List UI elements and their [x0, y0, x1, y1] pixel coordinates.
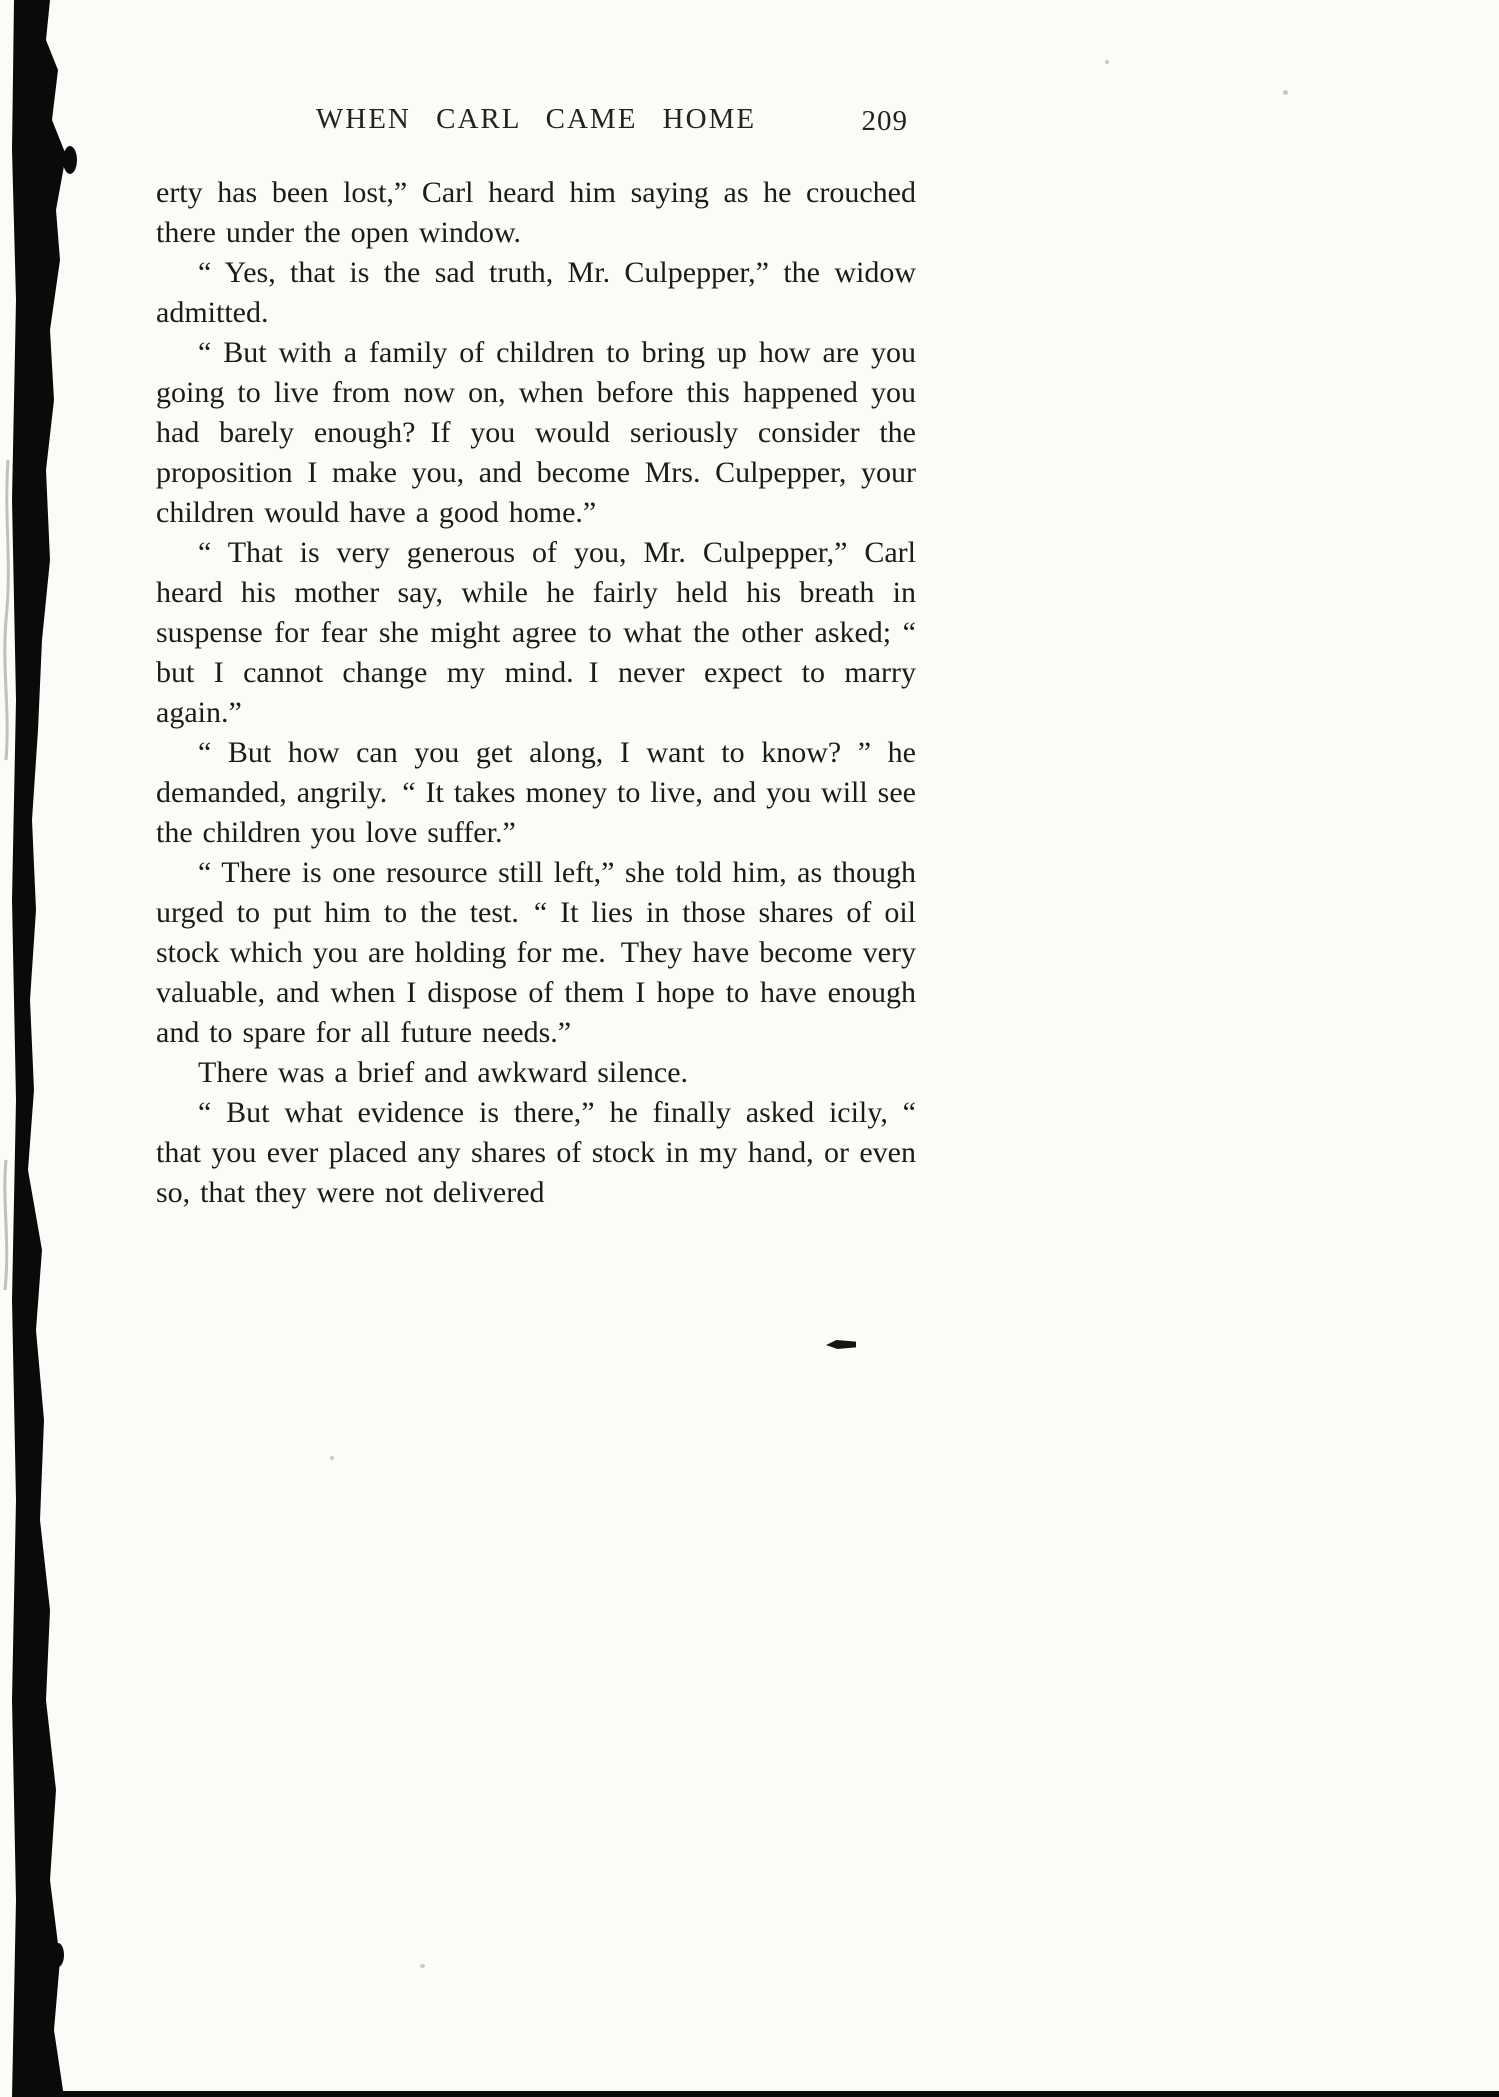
scan-bottom-edge [58, 2091, 1499, 2097]
paragraph: “ But with a family of children to bring up how are you going to live from now on, when before this happened you had barely enough? If you would seriously consider the proposition I make you, and become Mrs. Culpepper, your children would have a good home.” [156, 336, 916, 529]
scan-speck [420, 1964, 425, 1968]
paragraph: “ That is very generous of you, Mr. Culpepper,” Carl heard his mother say, while he fairly held his breath in suspense for fear she might agree to what the other asked; “ but I cannot change my mind. I never expect to marry again.” [156, 536, 916, 729]
ink-smudge [826, 1340, 856, 1349]
paragraph: “ Yes, that is the sad truth, Mr. Culpepper,” the widow admitted. [156, 256, 916, 329]
body-text [156, 173, 916, 1213]
paragraph: “ But how can you get along, I want to know? ” he demanded, angrily. “ It takes money to live, and you will see the children you love suffer.” [156, 736, 916, 849]
paragraph: erty has been lost,” Carl heard him saying as he crouched there under the open window. [156, 176, 916, 249]
paragraph: There was a brief and awkward silence. [198, 1056, 689, 1089]
page-header [156, 103, 916, 143]
paragraph: “ But what evidence is there,” he finally asked icily, “ that you ever placed any shares of stock in my hand, or even so, that they were not delivered [156, 1096, 916, 1209]
page-number: 209 [861, 105, 908, 137]
page-content [156, 0, 916, 1213]
running-title: WHEN CARL CAME HOME [315, 103, 757, 135]
paragraph: “ There is one resource still left,” she told him, as though urged to put him to the test. “ It lies in those shares of oil stock which you are holding for me. They have become very valuable, and when I dispose of them I hope to have enough and to spare for all future needs.” [156, 856, 916, 1049]
scan-speck [330, 1456, 334, 1460]
binding-shadow [0, 0, 100, 2097]
scan-speck [1105, 60, 1109, 64]
scan-speck [1283, 90, 1288, 95]
